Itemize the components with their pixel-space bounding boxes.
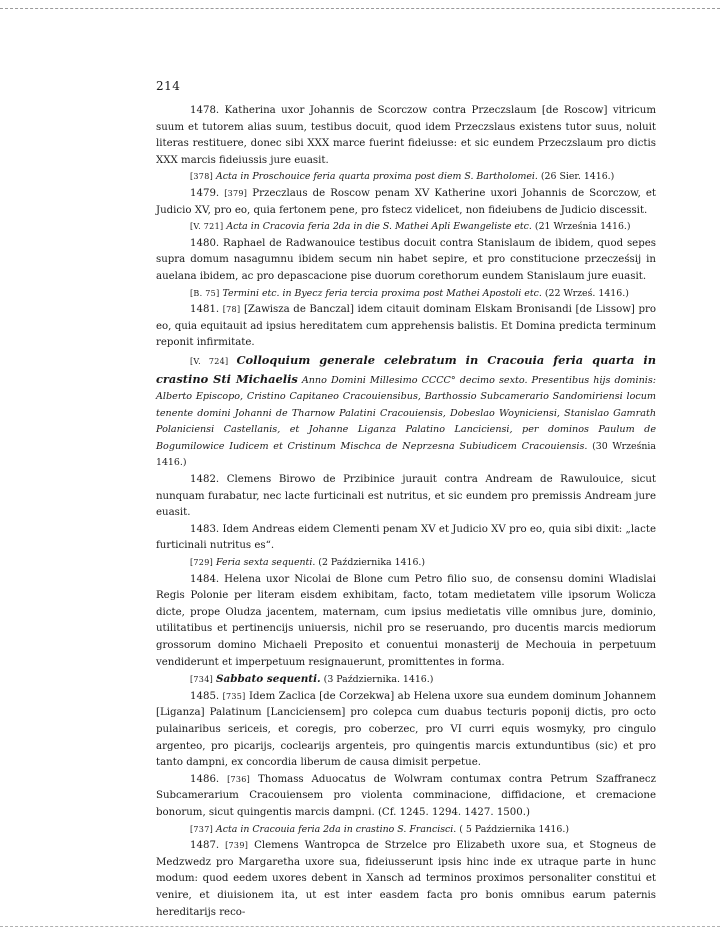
entry-number: 1486. bbox=[190, 773, 220, 785]
entry-1487 bbox=[156, 838, 656, 921]
heading-date: (2 Października 1416.) bbox=[318, 557, 426, 569]
entry-1486 bbox=[156, 772, 656, 822]
heading-text: Termini etc. in Byecz feria tercia proxima post Mathei Apostoli etc. bbox=[222, 287, 542, 299]
session-heading-378 bbox=[156, 169, 656, 186]
entry-text: Idem Zaclica [de Corzekwa] ab Helena uxore sua eundem dominum Johannem [Liganza] Palatinum [Lanciciensem] pro colepca cum duabus tecturis poponij dictis, pro octo pulainaribus sericeis, et coregis, pro coberzec, pro VI curri equis wosmyky, pro cingulo argenteo, pro picarijs, coclearijs argenteis, pro quingentis marcis extunduntibus (sic) et pro tanto dampni, ex concordia liberum de causa dimisit perpetue. bbox=[156, 690, 656, 769]
ref-number: [734] bbox=[190, 675, 214, 685]
entry-1485 bbox=[156, 689, 656, 772]
session-heading-734 bbox=[156, 671, 656, 689]
ref-number: [379] bbox=[224, 188, 248, 198]
ref-number: [V. 721] bbox=[190, 222, 224, 232]
ref-number: [78] bbox=[222, 305, 241, 315]
ref-number: [736] bbox=[227, 774, 251, 784]
heading-date: (3 Października. 1416.) bbox=[323, 674, 434, 686]
ref-number: [B. 75] bbox=[190, 288, 220, 298]
colloquium-attendees: Anno Domini Millesimo CCCC° decimo sexto. Presentibus hijs dominis: Alberto Episcopo, Cristino Capitaneo Cracouiensibus, Barthossio Subcamerario Sandomiriensi locum tenente domini Johanni de Tharnow Palatini Cracouiensis, Dobeslao Woyniciensi, Stanislao Gamrath Polaniciensi Castellanis, et Johanne Liganza Palatino Lanciciensi, per dominos Paulum de Bogumilowice Iudicem et Cristinum Mischca de Neprzesna Subiudicem Cracouiensis. bbox=[156, 374, 656, 452]
entry-number: 1481. bbox=[190, 304, 220, 316]
entry-number: 1487. bbox=[190, 840, 220, 852]
entry-1482: 1482. Clemens Birowo de Przibinice jurauit contra Andream de Rawulouice, sicut nunquam furabatur, nec lacte furticinali est nutritus, et sic eundem pro premissis Andream jure euasit. bbox=[156, 474, 656, 519]
entry-number: 1479. bbox=[190, 187, 220, 199]
entry-1478: 1478. Katherina uxor Johannis de Scorczow contra Przeczslaum [de Roscow] vitricum suum et tutorem alias suum, testibus docuit, quod idem Przeczslaus existens tutor suus, noluit literas restituere, donec sibi XXX marce fuerint fideiusse: et sic eundem Przeczslaum pro dictis XXX marcis fideiussis jure euasit. bbox=[156, 105, 656, 166]
entry-text: [Zawisza de Banczal] idem citauit dominam Elskam Bronisandi [de Lissow] pro eo, quia equitauit ad ipsius hereditatem cum apprehensis balistis. Et Domina predicta terminum reponit infirmitate. bbox=[156, 304, 656, 349]
heading-text: Acta in Proschouice feria quarta proxima post diem S. Bartholomei. bbox=[216, 171, 538, 183]
entry-text: Przeczlaus de Roscow penam XV Katherine uxori Johannis de Scorczow, et Judicio XV, pro eo, quia fertonem pene, pro fstecz videlicet, non fideiubens de Judicio discessit. bbox=[156, 187, 656, 216]
session-heading-729 bbox=[156, 555, 656, 572]
heading-date: (26 Sier. 1416.) bbox=[540, 171, 615, 183]
ref-number: [739] bbox=[225, 841, 249, 851]
entry-1480: 1480. Raphael de Radwanouice testibus docuit contra Stanislaum de ibidem, quod sepes supra domum nasagumnu ibidem secum nin habet sepire, et pro constitucione przecześsij in auelana ibidem, ac pro depascacione pise duorum corethorum eundem Stanislaum jure euasit. bbox=[156, 237, 656, 282]
heading-date: ( 5 Października 1416.) bbox=[459, 823, 569, 835]
heading-date: (22 Wrześ. 1416.) bbox=[544, 287, 629, 299]
heading-text: Acta in Cracovia feria 2da in die S. Mathei Apli Ewangeliste etc. bbox=[226, 221, 532, 233]
scan-top-edge bbox=[0, 8, 720, 9]
ref-number: [735] bbox=[222, 691, 246, 701]
body-text bbox=[156, 103, 656, 921]
ref-number: [V. 724] bbox=[190, 356, 229, 366]
entry-1483: 1483. Idem Andreas eidem Clementi penam XV et Judicio XV pro eo, quia sibi dixit: „lacte furticinali nutritus es“. bbox=[156, 523, 656, 552]
heading-date: (21 Września 1416.) bbox=[534, 221, 631, 233]
colloquium-title: Colloquium generale celebratum in Cracouia feria quarta in crastino Sti Michaelis bbox=[156, 352, 656, 386]
heading-date: (30 Września 1416.) bbox=[156, 440, 657, 469]
ref-number: [737] bbox=[190, 824, 214, 834]
heading-text: Sabbato sequenti. bbox=[216, 673, 321, 686]
page-number: 214 bbox=[156, 79, 181, 93]
heading-text: Acta in Cracouia feria 2da in crastino S. Francisci. bbox=[216, 823, 457, 835]
colloquium-heading bbox=[156, 352, 656, 472]
entry-number: 1485. bbox=[190, 690, 220, 702]
entry-text: Clemens Wantropca de Strzelce pro Elizabeth uxore sua, et Stogneus de Medzwedz pro Margaretha uxore sua, fideiusserunt ipsis hinc inde ex utraque parte in hunc modum: quod eedem uxores debent in Xansch ad terminos proximos personaliter constitui et venire, et diuisionem ita, ut est inter easdem facta pro bonis omnibus earum paternis hereditarijs reco- bbox=[156, 840, 656, 918]
session-heading-75 bbox=[156, 286, 656, 303]
ref-number: [729] bbox=[190, 558, 214, 568]
entry-text: Thomass Aduocatus de Wolwram contumax contra Petrum Szaffranecz Subcamerarium Cracouiensem pro violenta comminacione, diffidacione, et cremacione bonorum, sicut quingentis marcis dampni. bbox=[156, 773, 656, 818]
heading-text: Feria sexta sequenti. bbox=[216, 557, 316, 569]
entry-1484: 1484. Helena uxor Nicolai de Blone cum Petro filio suo, de consensu domini Wladislai Regis Polonie per literam eisdem exhibitam, facto, totam medietatem ville ipsorum Wolicza dicte, prope Oludza jacentem, maternam, cum ipsius medietatis ville omnibus jure, dominio, utilitatibus et pertinencijs uniuersis, nichil pro se reseruando, pro ducentis marcis mediorum grossorum domino Michaeli Preposito et conuentui monasterij de Mechouia in perpetuum vendiderunt et imperpetuum resignauerunt, promittentes in forma. bbox=[156, 573, 656, 668]
ref-number: [378] bbox=[190, 172, 214, 182]
session-heading-721 bbox=[156, 219, 656, 236]
cross-reference: (Cf. 1245. 1294. 1427. 1500.) bbox=[377, 806, 530, 818]
scan-bottom-edge bbox=[0, 926, 720, 927]
entry-1479 bbox=[156, 186, 656, 219]
entry-1481 bbox=[156, 302, 656, 352]
session-heading-737 bbox=[156, 822, 656, 839]
